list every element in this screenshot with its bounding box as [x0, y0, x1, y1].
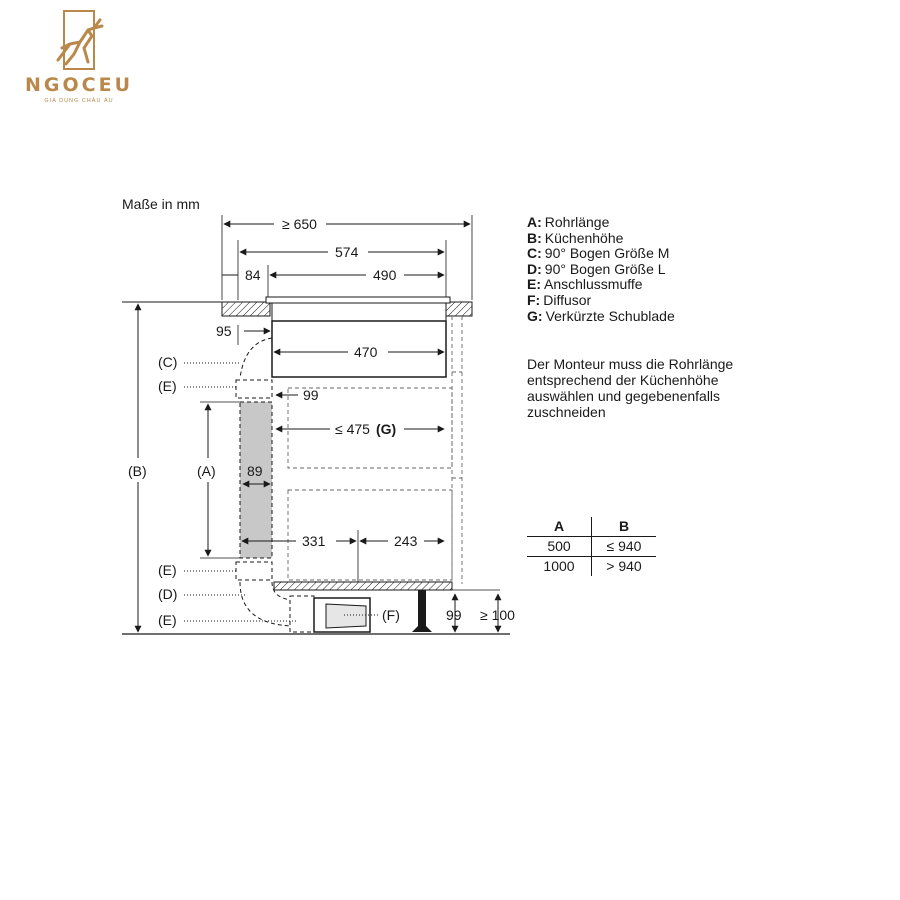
note-line: entsprechend der Küchenhöhe [527, 372, 719, 388]
dim-475-g: (G) [376, 421, 397, 437]
callout-e2: (E) [158, 562, 177, 578]
dim-470: 470 [354, 344, 378, 360]
unit-note: Maße in mm [122, 196, 200, 212]
dim-99-top: 99 [303, 387, 319, 403]
table-row [527, 537, 656, 557]
note-line: Der Monteur muss die Rohrlänge [527, 356, 734, 372]
top-dimensions [222, 215, 472, 300]
callout-d: (D) [158, 586, 178, 602]
dim-331: 331 [302, 533, 326, 549]
table-cell: ≤ 940 [592, 537, 657, 557]
dim-top-total: ≥ 650 [282, 216, 317, 232]
dim-95: 95 [216, 323, 232, 339]
callout-e1: (E) [158, 378, 177, 394]
legend-item: B: Küchenhöhe [527, 229, 624, 246]
table-header-b: B [592, 517, 657, 537]
callout-b: (B) [128, 463, 147, 479]
note-line: auswählen und gegebenenfalls [527, 388, 721, 404]
table-cell: > 940 [592, 557, 657, 577]
table-header [527, 517, 656, 537]
height-dimensions [128, 304, 240, 632]
callout-e3: (E) [158, 612, 177, 628]
legend-item: F: Diffusor [527, 291, 592, 308]
legend-item: E: Anschlussmuffe [527, 276, 643, 293]
legend-item: G: Verkürzte Schublade [527, 307, 675, 324]
legend-item: A: Rohrlänge [527, 214, 610, 230]
legend-item: D: 90° Bogen Größe L [527, 260, 666, 277]
table-header-a: A [527, 517, 592, 537]
table-cell: 500 [527, 537, 592, 557]
dim-490: 490 [373, 267, 397, 283]
dim-574: 574 [335, 244, 359, 260]
plinth-dimensions [446, 594, 515, 632]
callout-f: (F) [382, 607, 400, 623]
dim-475: ≤ 475 [335, 421, 370, 437]
length-height-table [527, 517, 656, 576]
callout-a: (A) [197, 463, 216, 479]
note-line: zuschneiden [527, 404, 606, 420]
logo-wordmark: NGOCEU [25, 74, 133, 96]
legend-item: C: 90° Bogen Größe M [527, 245, 670, 262]
table-row [527, 557, 656, 577]
dim-89: 89 [247, 463, 263, 479]
table-cell: 1000 [543, 558, 575, 574]
dim-99-bottom: 99 [446, 607, 462, 623]
dim-243: 243 [394, 533, 418, 549]
callout-c: (C) [158, 354, 178, 370]
logo-tagline: GIA DỤNG CHÂU ÂU [44, 98, 114, 104]
legend [527, 215, 787, 324]
dim-84: 84 [245, 267, 261, 283]
dim-100: ≥ 100 [480, 607, 515, 623]
installation-note [527, 356, 787, 420]
